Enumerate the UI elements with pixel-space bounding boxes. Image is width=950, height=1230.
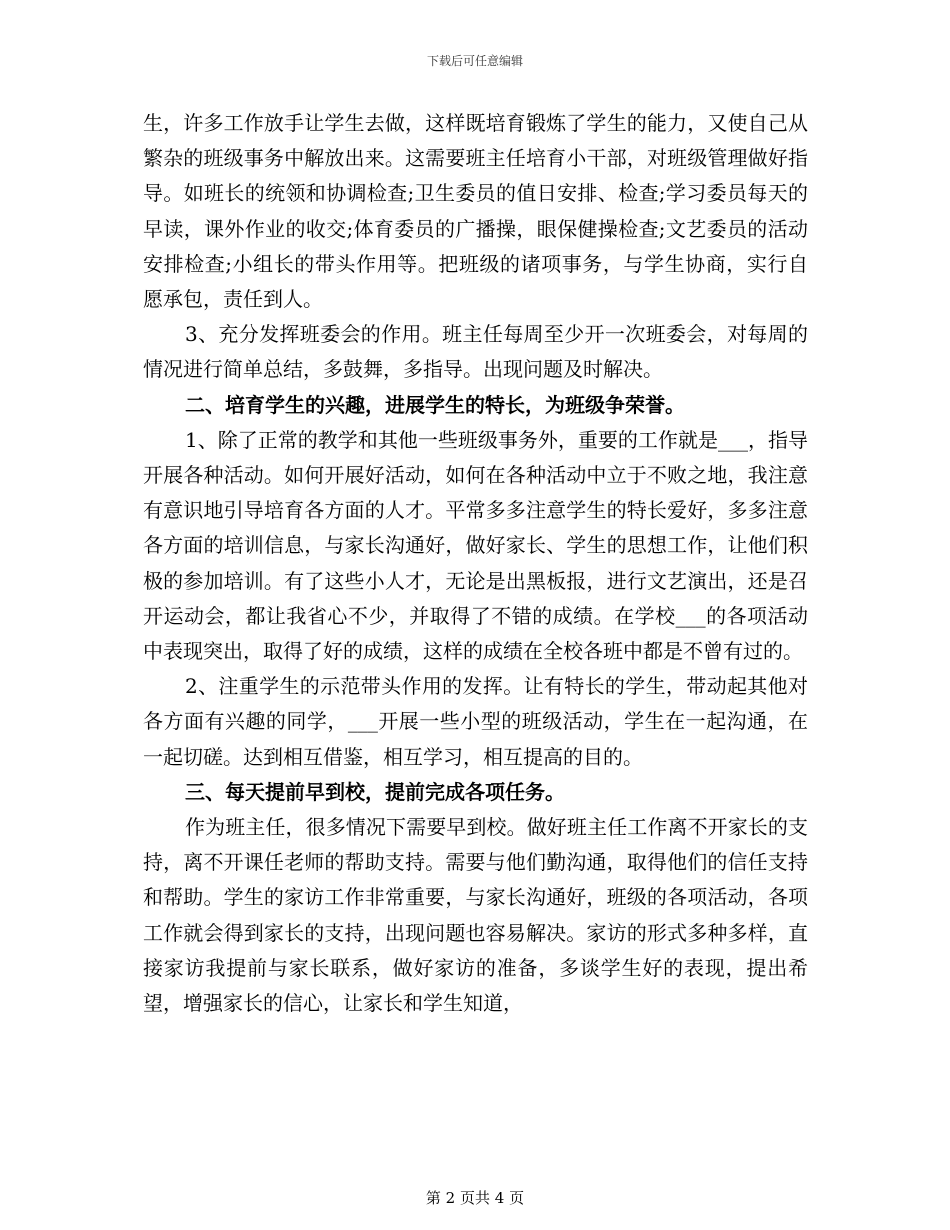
paragraph-early-arrival: 作为班主任，很多情况下需要早到校。做好班主任工作离不开家长的支持，离不开课任老师的帮助支持。需要与他们勤沟通，取得他们的信任支持和帮助。学生的家访工作非常重要，与家长沟通好，班级的各项活动，各项工作就会得到家长的支持，出现问题也容易解决。家访的形式多种多样，直接家访我提前与家长联系，做好家访的准备，多谈学生好的表现，提出希望，增强家长的信心，让家长和学生知道， [143,815,808,1016]
page-footer: 第 2 页共 4 页 [425,1189,525,1207]
section-heading-2: 二、培育学生的兴趣，进展学生的特长，为班级争荣誉。 [185,392,685,417]
paragraph-activities: 1、除了正常的教学和其他一些班级事务外，重要的工作就是___，指导开展各种活动。如何开展好活动，如何在各种活动中立于不败之地，我注意有意识地引导培育各方面的人才。平常多多注意学生的特长爱好，多多注意各方面的培训信息，与家长沟通好，做好家长、学生的思想工作，让他们积极的参加培训。有了这些小人才，无论是出黑板报，进行文艺演出，还是召开运动会，都让我省心不少，并取得了不错的成绩。在学校___的各项活动中表现突出，取得了好的成绩，这样的成绩在全校各班中都是不曾有过的。 [143,427,808,664]
paragraph-class-committee: 3、充分发挥班委会的作用。班主任每周至少开一次班委会，对每周的情况进行简单总结，多鼓舞，多指导。出现问题及时解决。 [143,322,808,382]
section-heading-3: 三、每天提前早到校，提前完成各项任务。 [185,779,565,804]
page-header: 下载后可任意编辑 [426,54,523,68]
document-body [143,106,808,1021]
paragraph-role-models: 2、注重学生的示范带头作用的发挥。让有特长的学生，带动起其他对各方面有兴趣的同学，___开展一些小型的班级活动，学生在一起沟通，在一起切磋。达到相互借鉴，相互学习，相互提高的目的。 [143,674,808,769]
paragraph-continued: 生，许多工作放手让学生去做，这样既培育锻炼了学生的能力，又使自己从繁杂的班级事务中解放出来。这需要班主任培育小干部，对班级管理做好指导。如班长的统领和协调检查;卫生委员的值日安排、检查;学习委员每天的早读，课外作业的收交;体育委员的广播操，眼保健操检查;文艺委员的活动安排检查;小组长的带头作用等。把班级的诸项事务，与学生协商，实行自愿承包，责任到人。 [143,111,808,312]
